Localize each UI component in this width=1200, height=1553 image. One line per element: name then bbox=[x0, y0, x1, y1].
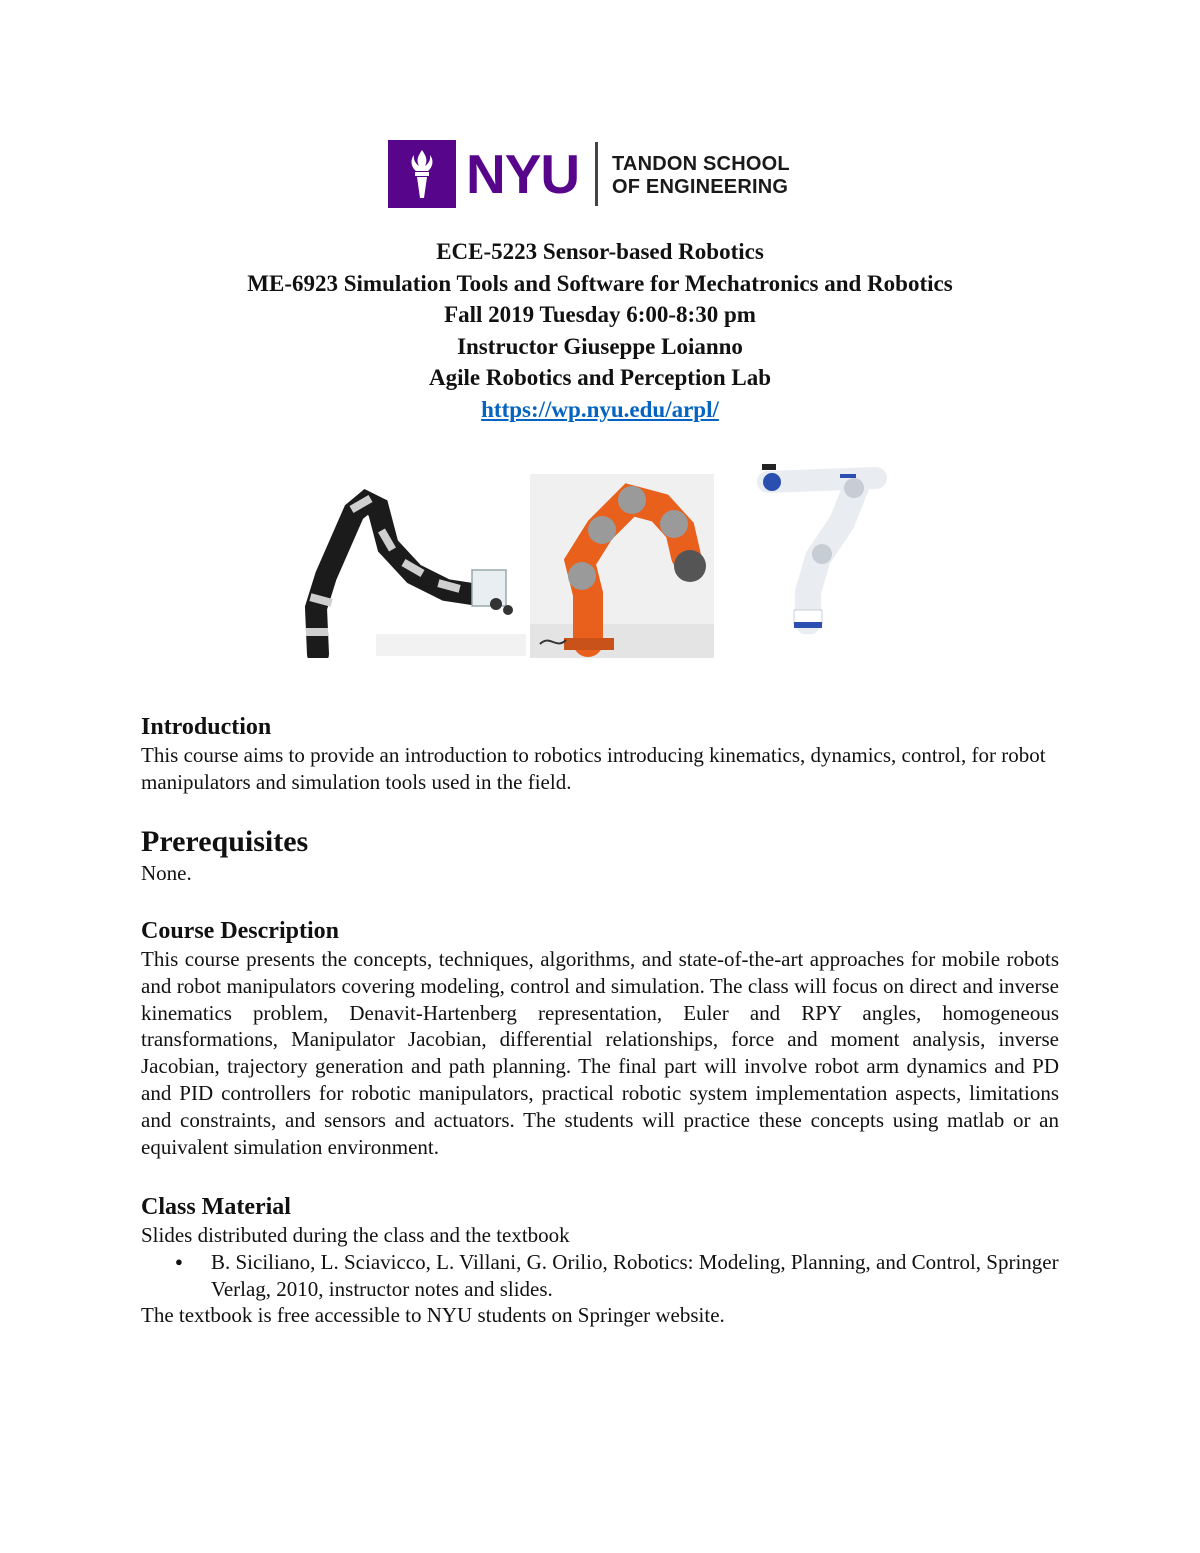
introduction-text: This course aims to provide an introduction to robotics introducing kinematics, dynamics, control, for robot manipulators and simulation tools used in the field. bbox=[141, 743, 1046, 794]
list-item: ● B. Siciliano, L. Sciavicco, L. Villani, G. Orilio, Robotics: Modeling, Planning, and Control, Springer Verlag, 2010, instructor notes and slides. bbox=[211, 1249, 1059, 1303]
logo-school-line2: OF ENGINEERING bbox=[612, 176, 789, 198]
robot-images bbox=[296, 462, 896, 662]
logo-school-line1: TANDON SCHOOL bbox=[612, 153, 790, 175]
lab-name: Agile Robotics and Perception Lab bbox=[428, 365, 772, 390]
logo-divider bbox=[595, 142, 598, 206]
logo-brand-text: NYU bbox=[466, 143, 580, 205]
logo-school-name bbox=[612, 153, 790, 199]
class-material-intro: Slides distributed during the class and the textbook bbox=[141, 1223, 570, 1247]
robot-arm-orange-image bbox=[530, 474, 714, 658]
course-header bbox=[0, 236, 1200, 425]
prerequisites-heading: Prerequisites bbox=[141, 825, 309, 858]
course-description-heading: Course Description bbox=[141, 918, 339, 944]
robot-arm-white-image bbox=[756, 462, 896, 634]
section-class-material bbox=[141, 1192, 1059, 1329]
section-course-description bbox=[141, 916, 1059, 1160]
course-instructor: Instructor Giuseppe Loianno bbox=[457, 333, 743, 359]
class-material-note: The textbook is free accessible to NYU students on Springer website. bbox=[141, 1303, 725, 1328]
course-schedule: Fall 2019 Tuesday 6:00-8:30 pm bbox=[444, 302, 756, 327]
course-title-me: ME-6923 Simulation Tools and Software for Mechatronics and Robotics bbox=[247, 270, 953, 296]
section-prerequisites bbox=[141, 824, 1059, 887]
class-material-heading: Class Material bbox=[141, 1194, 291, 1220]
course-title-ece: ECE-5223 Sensor-based Robotics bbox=[436, 239, 764, 264]
prerequisites-text: None. bbox=[141, 861, 192, 885]
course-description-text: This course presents the concepts, techniques, algorithms, and state-of-the-art approaches for mobile robots and robot manipulators covering modeling, control and simulation. The class will focus on direct and inverse kinematics problem, Denavit-Hartenberg representation, Euler and RPY angles, homogeneous transformations, Manipulator Jacobian, differential relationships, force and moment analysis, inverse Jacobian, trajectory generation and path planning. The final part will involve robot arm dynamics and PD and PID controllers for robotic manipulators, practical robotic system implementation aspects, limitations and constraints, and sensors and actuators. The students will practice these concepts using matlab or an equivalent simulation environment. bbox=[141, 947, 1059, 1159]
introduction-heading: Introduction bbox=[141, 714, 272, 740]
section-introduction bbox=[141, 712, 1059, 796]
torch-icon bbox=[388, 140, 456, 208]
robot-arm-black-image bbox=[296, 478, 528, 658]
lab-link[interactable]: https://wp.nyu.edu/arpl/ bbox=[481, 396, 719, 422]
textbook-list bbox=[141, 1249, 1059, 1303]
nyu-tandon-logo bbox=[388, 140, 812, 208]
